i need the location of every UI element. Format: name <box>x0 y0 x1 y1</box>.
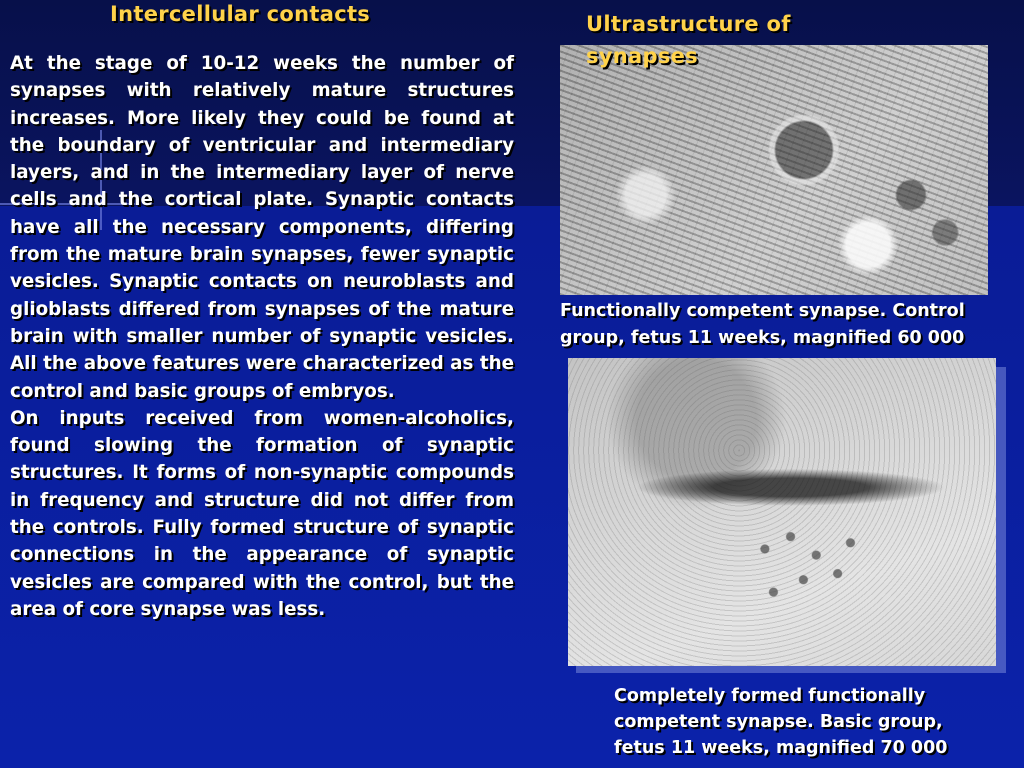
title-ultrastructure-text: Ultrastructure of synapses <box>586 12 791 68</box>
micrograph-basic-synapse <box>568 358 996 666</box>
body-text: At the stage of 10-12 weeks the number of synapses with relatively mature structures increases. More likely they could be found at the boundary of ventricular and intermediary layers, and in the intermediary layer of nerve cells and the cortical plate. Synaptic contacts have all the necessary components, differing from the mature brain synapses, fewer synaptic vesicles. Synaptic contacts on neuroblasts and glioblasts differed from synapses of the mature brain with smaller number of synaptic vesicles. All the above features were characterized as the control and basic groups of embryos. On inputs received from women-alcoholics, found slowing the formation of synaptic structures. It forms of non-synaptic compounds in frequency and structure did not differ from the controls. Fully formed structure of synaptic connections in the appearance of synaptic vesicles are compared with the control, but the area of core synapse was less. <box>10 53 514 620</box>
caption-control-synapse: Functionally competent synapse. Control group, fetus 11 weeks, magnified 60 000 <box>560 301 965 348</box>
title-intercellular-contacts: Intercellular contacts <box>110 2 371 26</box>
title-ultrastructure-of-synapses <box>586 8 886 72</box>
micrograph-control-synapse <box>560 45 988 295</box>
caption-basic-synapse: Completely formed functionally competent synapse. Basic group, fetus 11 weeks, magnified 70 000 <box>614 686 948 758</box>
